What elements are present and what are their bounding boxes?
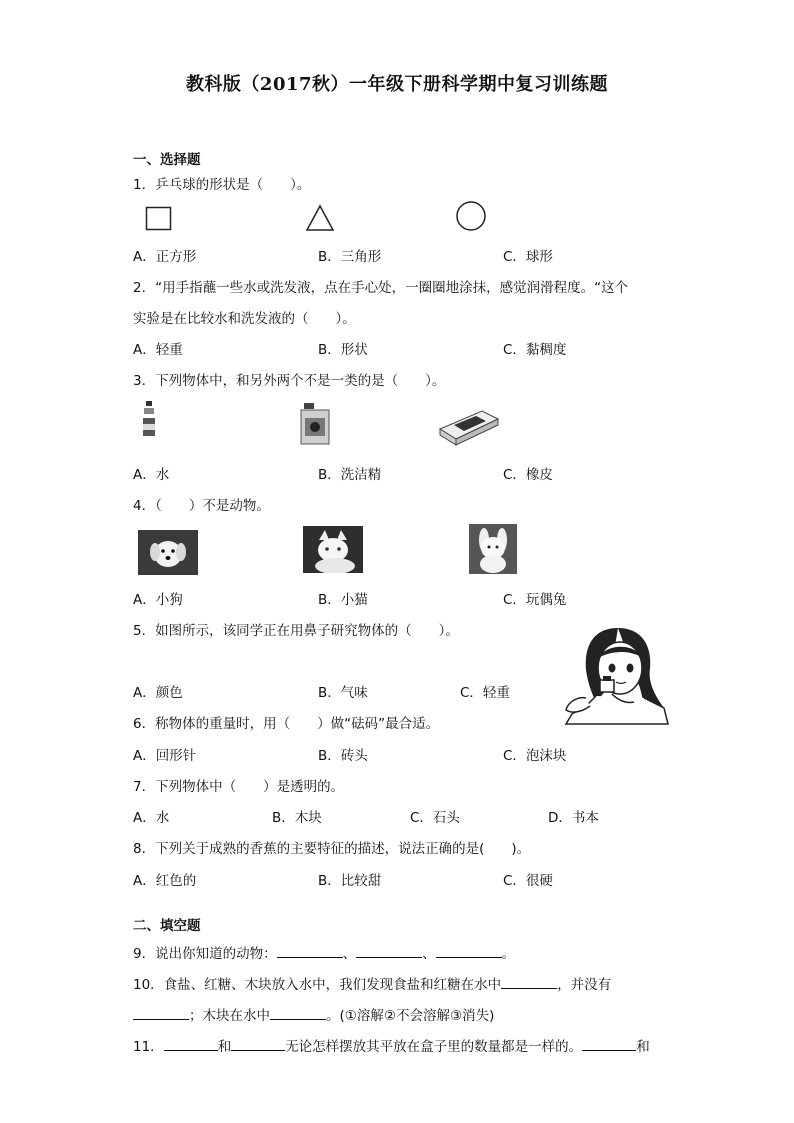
q11-prefix: 11．: [133, 1039, 164, 1055]
q6-option-c[interactable]: C．泡沫块: [503, 748, 567, 764]
q9-blank-3[interactable]: [436, 943, 502, 958]
q8-option-b[interactable]: B．比较甜: [318, 873, 382, 889]
girl-smelling-illustration: [556, 622, 672, 732]
q2-option-c[interactable]: C．黏稠度: [503, 342, 567, 358]
q9-end: 。: [501, 946, 516, 962]
q7-option-d[interactable]: D．书本: [548, 810, 599, 826]
q11-blank-2[interactable]: [231, 1036, 285, 1051]
q10-blank-1[interactable]: [501, 974, 557, 989]
circle-shape-image: [455, 200, 489, 236]
q9-blank-1[interactable]: [277, 943, 343, 958]
q10-text-4: 。(①溶解②不会溶解③消失): [326, 1008, 495, 1024]
q8-option-c[interactable]: C．很硬: [503, 873, 553, 889]
q11-blank-1[interactable]: [164, 1036, 218, 1051]
q10-blank-2[interactable]: [133, 1005, 189, 1020]
detergent-bottle-image: [298, 402, 332, 450]
q10-text-1: 10．食盐、红糖、木块放入水中，我们发现食盐和红糖在水中: [133, 977, 502, 993]
q8-option-a[interactable]: A．红色的: [133, 873, 197, 889]
q7-option-a[interactable]: A．水: [133, 810, 170, 826]
q4-option-a[interactable]: A．小狗: [133, 592, 183, 608]
q3-option-c[interactable]: C．橡皮: [503, 467, 553, 483]
question-3-stem: 3．下列物体中，和另外两个不是一类的是（ ）。: [133, 373, 446, 389]
q11-and: 和: [217, 1039, 232, 1055]
q5-option-b[interactable]: B．气味: [318, 685, 368, 701]
q9-separator: 、: [422, 946, 436, 962]
question-4-stem: 4．（ ）不是动物。: [133, 498, 270, 514]
q11-text: 无论怎样摆放其平放在盒子里的数量都是一样的。: [285, 1039, 583, 1055]
section-fill-heading: 二、填空题: [133, 918, 201, 934]
triangle-shape-image: [305, 204, 335, 236]
question-5-stem: 5．如图所示，该同学正在用鼻子研究物体的（ ）。: [133, 623, 459, 639]
question-9: [133, 942, 515, 962]
eraser-image: [436, 405, 502, 451]
question-7-stem: 7．下列物体中（ ）是透明的。: [133, 779, 345, 795]
q11-blank-3[interactable]: [582, 1036, 636, 1051]
toy-rabbit-photo: [469, 524, 517, 574]
question-10-line1: [133, 973, 611, 993]
q2-option-a[interactable]: A．轻重: [133, 342, 183, 358]
q7-option-c[interactable]: C．石头: [410, 810, 460, 826]
q5-option-c[interactable]: C．轻重: [460, 685, 510, 701]
q9-prefix: 9．说出你知道的动物：: [133, 946, 277, 962]
q5-option-a[interactable]: A．颜色: [133, 685, 183, 701]
q9-separator: 、: [342, 946, 357, 962]
q2-option-b[interactable]: B．形状: [318, 342, 368, 358]
section-choice-heading: 一、选择题: [133, 152, 201, 168]
question-10-line2: [133, 1004, 494, 1024]
water-bottle-image: [140, 400, 160, 444]
q10-text-3: ；木块在水中: [189, 1008, 270, 1024]
q4-option-b[interactable]: B．小猫: [318, 592, 368, 608]
q7-option-b[interactable]: B．木块: [272, 810, 322, 826]
kitten-photo: [303, 526, 363, 573]
question-2-line2: 实验是在比较水和洗发液的（ ）。: [133, 311, 356, 327]
question-6-stem: 6．称物体的重量时，用（ ）做“砝码”最合适。: [133, 716, 440, 732]
question-11: [133, 1035, 650, 1055]
q10-text-2: ，并没有: [557, 977, 612, 993]
page-title: 教科版（2017秋）一年级下册科学期中复习训练题: [185, 74, 609, 95]
q1-option-b[interactable]: B．三角形: [318, 249, 382, 265]
question-1-stem: 1．乒乓球的形状是（ ）。: [133, 177, 311, 193]
q3-option-b[interactable]: B．洗洁精: [318, 467, 382, 483]
q6-option-a[interactable]: A．回形针: [133, 748, 197, 764]
q1-option-a[interactable]: A．正方形: [133, 249, 197, 265]
q11-end: 和: [636, 1039, 650, 1055]
question-2-line1: 2．“用手指蘸一些水或洗发液，点在手心处，一圈圈地涂抹，感觉润滑程度。“这个: [133, 280, 629, 296]
q1-option-c[interactable]: C．球形: [503, 249, 553, 265]
square-shape-image: [145, 206, 173, 236]
question-8-stem: 8．下列关于成熟的香蕉的主要特征的描述，说法正确的是( )。: [133, 841, 531, 857]
q9-blank-2[interactable]: [356, 943, 422, 958]
q10-blank-3[interactable]: [270, 1005, 326, 1020]
q6-option-b[interactable]: B．砖头: [318, 748, 368, 764]
q4-option-c[interactable]: C．玩偶兔: [503, 592, 567, 608]
puppy-photo: [138, 530, 198, 575]
q3-option-a[interactable]: A．水: [133, 467, 170, 483]
